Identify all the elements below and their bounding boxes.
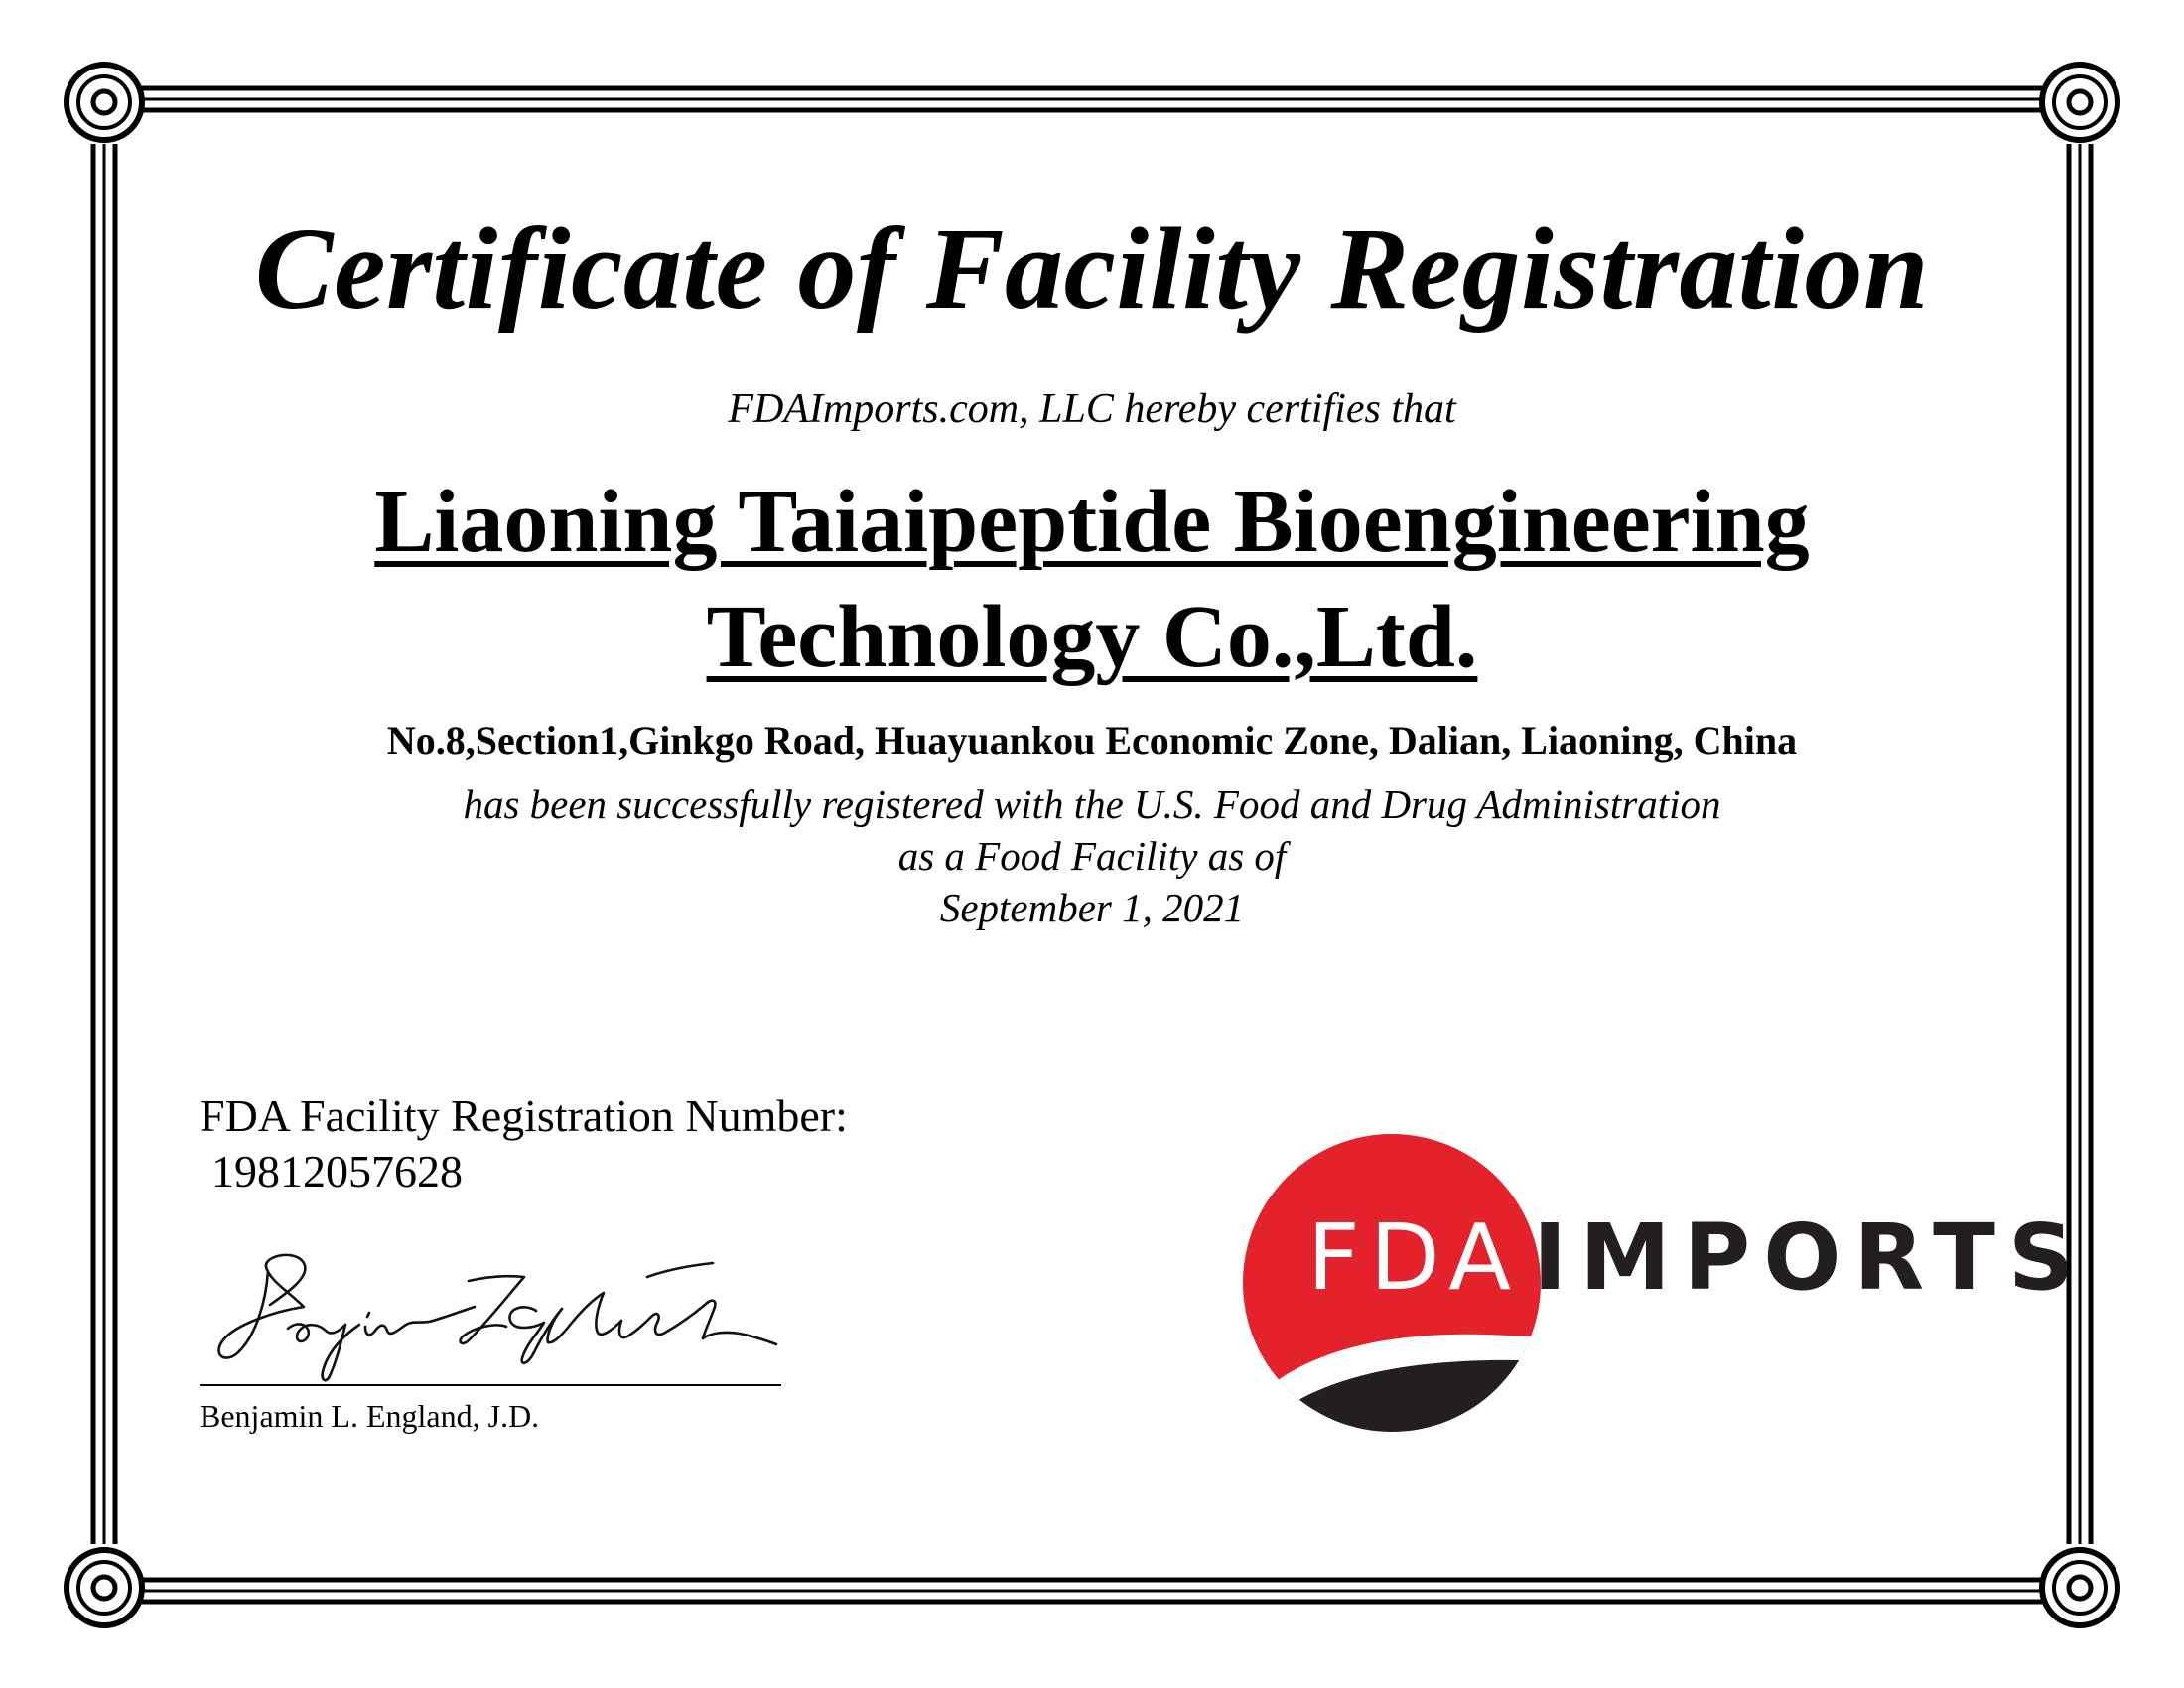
statement-line1: has been successfully registered with the U.S. Food and Drug Administration <box>463 781 1721 827</box>
company-name-line2: Technology Co.,Ltd. <box>706 588 1478 686</box>
corner-ornament-icon <box>2042 65 2117 140</box>
certificate-title: Certificate of Facility Registration <box>254 204 1930 334</box>
logo-text-fda: FDA <box>1306 1204 1521 1311</box>
registration-date: September 1, 2021 <box>939 885 1245 930</box>
logo-text-imports: IMPORTS <box>1533 1204 2088 1311</box>
corner-ornament-icon <box>67 65 142 140</box>
corner-ornament-icon <box>2042 1550 2117 1625</box>
registration-number: 19812057628 <box>211 1146 463 1196</box>
company-address: No.8,Section1,Ginkgo Road, Huayuankou Economic Zone, Dalian, Liaoning, China <box>386 718 1798 763</box>
signer-name: Benjamin L. England, J.D. <box>200 1398 540 1434</box>
company-name <box>99 465 2085 695</box>
certifies-line: FDAImports.com, LLC hereby certifies that <box>728 386 1456 432</box>
registration-statement <box>99 778 2085 933</box>
company-name-line1: Liaoning Taiaipeptide Bioengineering <box>374 473 1810 571</box>
fda-imports-logo <box>1211 1122 2088 1440</box>
signature-line <box>200 1384 781 1386</box>
statement-line2: as a Food Facility as of <box>897 833 1287 879</box>
corner-ornament-icon <box>67 1550 142 1625</box>
registration-number-label: FDA Facility Registration Number: <box>200 1090 848 1141</box>
signature-icon <box>208 1241 784 1390</box>
